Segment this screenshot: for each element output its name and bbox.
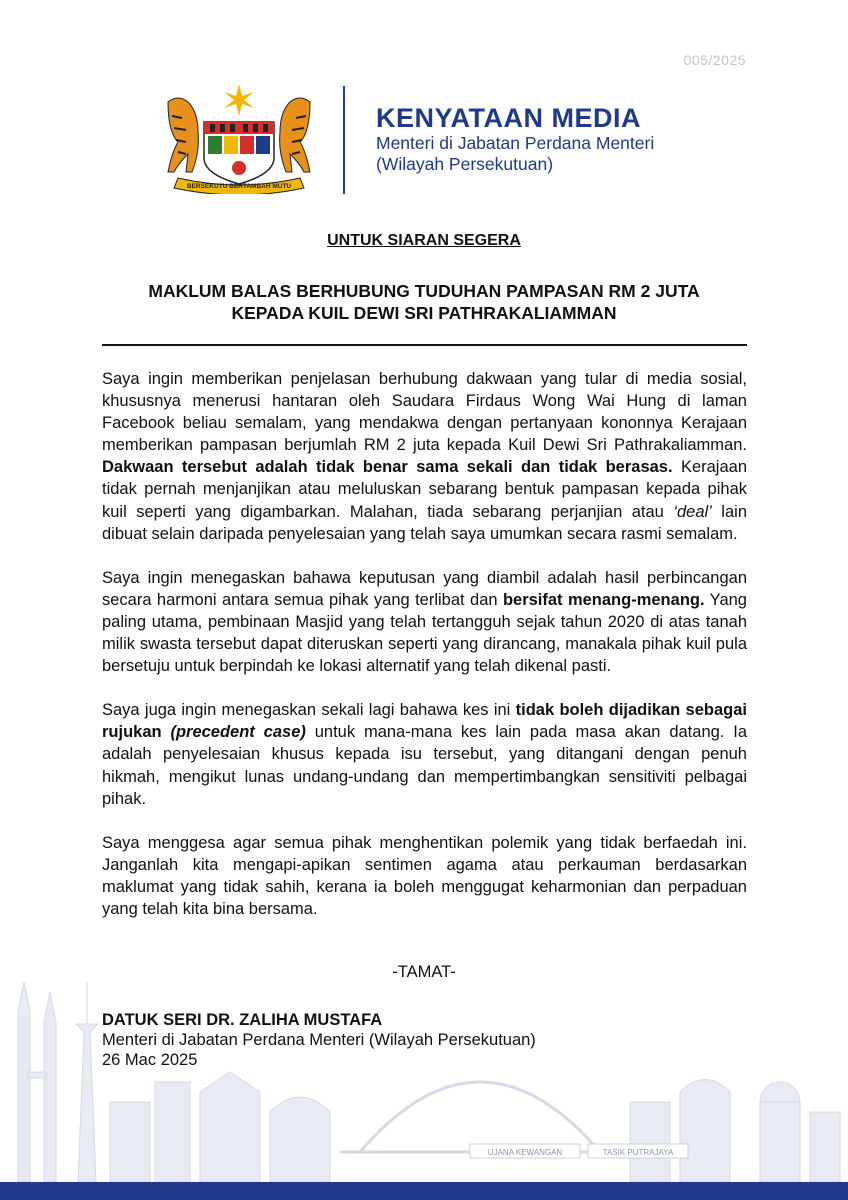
paragraph-1 [102,368,747,545]
end-marker: -TAMAT- [392,963,456,981]
p1-text-e: lain dibuat selain daripada penyelesaian yang telah saya umumkan secara rasmi semalam. [102,502,747,543]
document-number: 005/2025 [683,52,746,68]
p1-text-a: Saya ingin memberikan penjelasan berhubung dakwaan yang tular di media sosial, khususnya menerusi hantaran oleh Saudara Firdaus Wong Wai Hung di laman Facebook beliau semalam, yang mendakwa dengan pertanyaan kononnya Kerajaan memberikan pampasan berjumlah RM 2 juta kepada Kuil Dewi Sri Pathrakaliamman. [102,370,747,455]
p3-bold-italic: (precedent case) [170,723,306,742]
p1-text-c: Kerajaan tidak pernah menjanjikan atau meluluskan sebarang bentuk pampasan kepada pihak kuil seperti yang digambarkan. Malahan, tiada sebarang perjanjian atau [102,458,747,521]
skyline-illustration [0,952,848,1182]
brand-subtitle-line2: (Wilayah Persekutuan) [376,154,554,174]
coat-of-arms-logo [158,82,320,194]
footer-bar [0,1182,848,1200]
signatory-name: DATUK SERI DR. ZALIHA MUSTAFA [102,1011,383,1029]
paragraph-3 [102,699,747,809]
brand-subtitle-line1: Menteri di Jabatan Perdana Menteri [376,133,655,153]
p1-bold: Dakwaan tersebut adalah tidak benar sama sekali dan tidak berasas. [102,458,673,477]
p2-text-c: Yang paling utama, pembinaan Masjid yang telah tertangguh sejak tahun 2020 di atas tanah milik swasta tersebut dapat diteruskan seperti yang dirancang, manakala pihak kuil pula bersetuju untuk berpindah ke lokasi alternatif yang telah dikenal pasti. [102,590,747,676]
signature-date: 26 Mac 2025 [102,1051,198,1069]
p3-bold: tidak boleh dijadikan sebagai rujukan [102,701,747,742]
p3-text-d: untuk mana-mana kes lain pada masa akan datang. Ia adalah penyelesaian khusus kepada isu tersebut, yang ditangani dengan penuh hikmah, mengikut lunas undang-undang dan mempertimbangkan sensitiviti pelbagai pihak. [102,723,748,808]
brand-title: KENYATAAN MEDIA [376,103,642,133]
p2-text-a: Saya ingin menegaskan bahawa keputusan yang diambil adalah hasil perbincangan secara harmoni antara semua pihak yang terlibat dan [102,568,747,609]
skyline-sign-tasik: TASIK PUTRAJAYA [602,1148,674,1157]
skyline-sign-ujana: UJANA KEWANGAN [487,1148,563,1157]
headline-line1: MAKLUM BALAS BERHUBUNG TUDUHAN PAMPASAN RM 2 JUTA [148,281,700,301]
p1-italic: ‘deal’ [673,502,712,521]
headline-line2: KEPADA KUIL DEWI SRI PATHRAKALIAMMAN [231,303,617,323]
p3-text-a: Saya juga ingin menegaskan sekali lagi bahawa kes ini [102,701,516,720]
headline [0,280,848,324]
paragraph-2 [102,567,747,677]
body-text [102,368,747,942]
brand-block [376,103,654,175]
release-label: UNTUK SIARAN SEGERA [327,232,521,249]
paragraph-4: Saya menggesa agar semua pihak menghentikan polemik yang tidak berfaedah ini. Janganlah kita mengapi-apikan sentimen agama atau perkauman berdasarkan maklumat yang tidak sahih, kerana ia boleh menggugat keharmonian dan perpaduan yang telah kita bina bersama. [102,833,747,918]
signatory-title: Menteri di Jabatan Perdana Menteri (Wilayah Persekutuan) [102,1031,536,1049]
headline-rule [102,344,747,346]
header-divider [343,86,345,194]
svg-text:BERSEKUTU BERTAMBAH MUTU: BERSEKUTU BERTAMBAH MUTU [186,183,292,190]
p2-bold: bersifat menang-menang. [502,590,705,609]
